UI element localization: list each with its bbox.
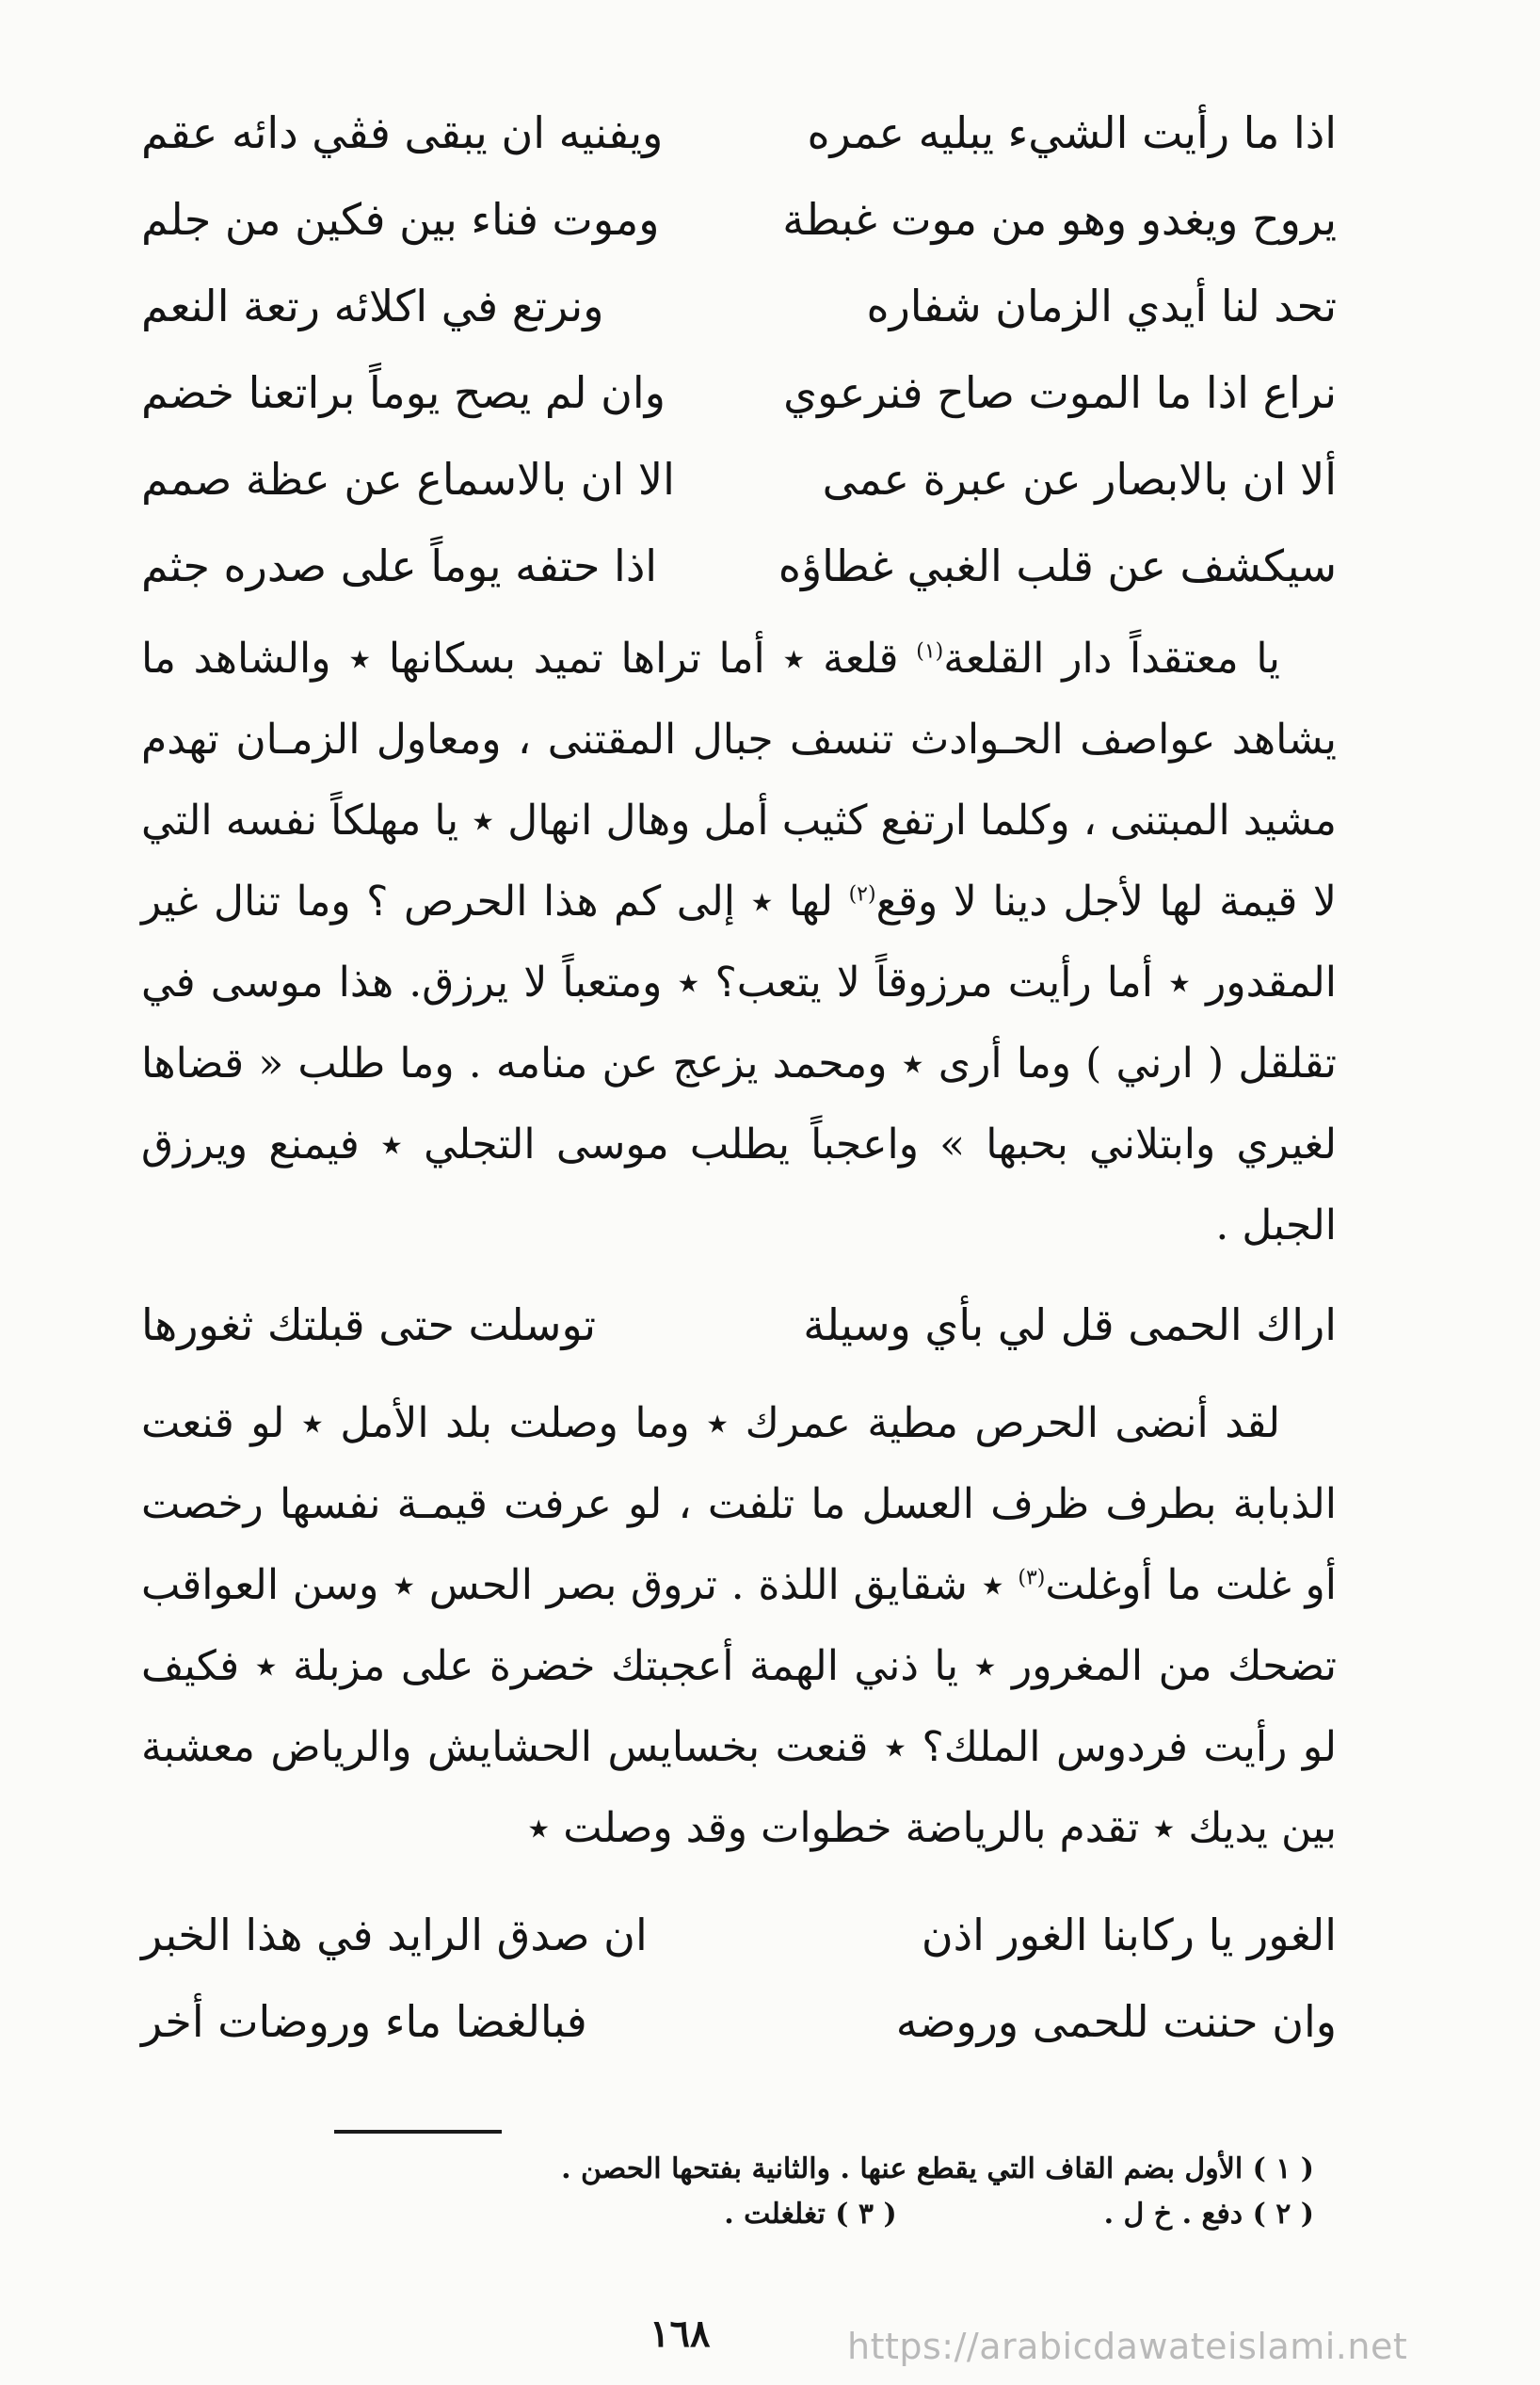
footnote-marker: (٣): [1018, 1566, 1046, 1590]
verse-line: [141, 1892, 1337, 1978]
verse-second-hemistich: الا ان بالاسماع عن عظة صمم: [141, 454, 675, 505]
page-body: [141, 89, 1337, 2065]
verse-first-hemistich: نراع اذا ما الموت صاح فنرعوي: [783, 367, 1337, 418]
verse-line: [141, 176, 1337, 263]
poem-2: [141, 1892, 1337, 2065]
verse-line: [141, 436, 1337, 523]
verse-first-hemistich: الغور يا ركابنا الغور اذن: [921, 1910, 1337, 1960]
verse-line: [141, 89, 1337, 176]
verse-first-hemistich: ألا ان بالابصار عن عبرة عمى: [822, 454, 1337, 505]
watermark-url: https://arabicdawateislami.net: [847, 2326, 1408, 2367]
verse-second-hemistich: اذا حتفه يوماً على صدره جثم: [141, 540, 658, 591]
verse-line: [141, 1281, 1337, 1368]
paragraph-text: لقد أنضى الحرص مطية عمرك ٭ وما وصلت بلد الأمل ٭ لو قنعت الذبابة بطرف ظرف العسل ما تلفت ، لو عرفت قيمـة نفسها رخصت أو غلت ما أوغلت: [141, 1399, 1338, 1609]
single-verse: [141, 1281, 1337, 1368]
footnote-3: ( ٣ ) تغلغلت .: [724, 2198, 897, 2231]
verse-second-hemistich: ويفنيه ان يبقى فڤي دائه عقم: [141, 107, 664, 158]
footnote-marker: (٢): [848, 882, 876, 907]
footnote-1: ( ١ ) الأول بضم القاف التي يقطع عنها . والثانية بفتحها الحصن .: [561, 2152, 1314, 2185]
verse-first-hemistich: اذا ما رأيت الشيء يبليه عمره: [807, 107, 1337, 158]
verse-line: [141, 263, 1337, 349]
verse-first-hemistich: اراك الحمى قل لي بأي وسيلة: [803, 1299, 1337, 1350]
verse-second-hemistich: ونرتع في اكلائه رتعة النعم: [141, 281, 604, 331]
paragraph-1: [141, 619, 1337, 1266]
footnotes: [392, 2147, 1314, 2237]
verse-second-hemistich: فبالغضا ماء وروضات أخر: [141, 1996, 587, 2047]
footnote-divider: [334, 2130, 502, 2134]
verse-first-hemistich: تحد لنا أيدي الزمان شفاره: [866, 281, 1337, 331]
verse-second-hemistich: ان صدق الرايد في هذا الخبر: [141, 1910, 648, 1960]
verse-line: [141, 523, 1337, 609]
footnote-row: [392, 2192, 1314, 2237]
footnote-spacer: [897, 2192, 1104, 2237]
paragraph-text: يا معتقداً دار القلعة: [943, 635, 1280, 683]
verse-second-hemistich: وموت فناء بين فكين من جلم: [141, 194, 660, 245]
verse-first-hemistich: وان حننت للحمى وروضه: [895, 1996, 1337, 2047]
footnote-row: [392, 2147, 1314, 2192]
verse-first-hemistich: سيكشف عن قلب الغبي غطاؤه: [778, 540, 1337, 591]
verse-line: [141, 349, 1337, 436]
verse-first-hemistich: يروح ويغدو وهو من موت غبطة: [782, 194, 1337, 245]
paragraph-text: لها ٭ إلى كم هذا الحرص ؟ وما تنال غير المقدور ٭ أما رأيت مرزوقاً لا يتعب؟ ٭ ومتعباً لا يرزق. هذا موسى في تقلقل ( ارني ) وما أرى ٭ ومحمد يزعج عن منامه . وما طلب « قضاها لغيري وابتلاني بحبها » واعجباً يطلب موسى التجلي ٭ فيمنع ويرزق الجبل .: [141, 878, 1337, 1249]
footnote-2: ( ٢ ) دفع . خ ل .: [1103, 2198, 1314, 2231]
verse-second-hemistich: وان لم يصح يوماً براتعنا خضم: [141, 367, 666, 418]
verse-line: [141, 1978, 1337, 2065]
paragraph-text: ٭ شقايق اللذة . تروق بصر الحس ٭ وسن العواقب تضحك من المغرور ٭ يا ذني الهمة أعجبتك خضرة على مزبلة ٭ فكيف لو رأيت فردوس الملك؟ ٭ قنعت بخسايس الحشايش والرياض معشبة بين يديك ٭ تقدم بالرياضة خطوات وقد وصلت ٭: [141, 1561, 1337, 1852]
page-number: ١٦٨: [650, 2312, 711, 2356]
verse-second-hemistich: توسلت حتى قبلتك ثغورها: [141, 1299, 597, 1350]
paragraph-text: قلعة ٭ أما تراها تميد بسكانها ٭ والشاهد ما يشاهد عواصف الحـوادث تنسف جبال المقتنى ، ومعاول الزمـان تهدم مشيد المبتنى ، وكلما ارتفع كثيب أمل وهال انهال ٭ يا مهلكاً نفسه التي لا قيمة لها لأجل دينا لا وقع: [141, 635, 1337, 926]
poem-1: [141, 89, 1337, 609]
paragraph-2: [141, 1383, 1337, 1869]
footnote-marker: (١): [916, 639, 944, 664]
